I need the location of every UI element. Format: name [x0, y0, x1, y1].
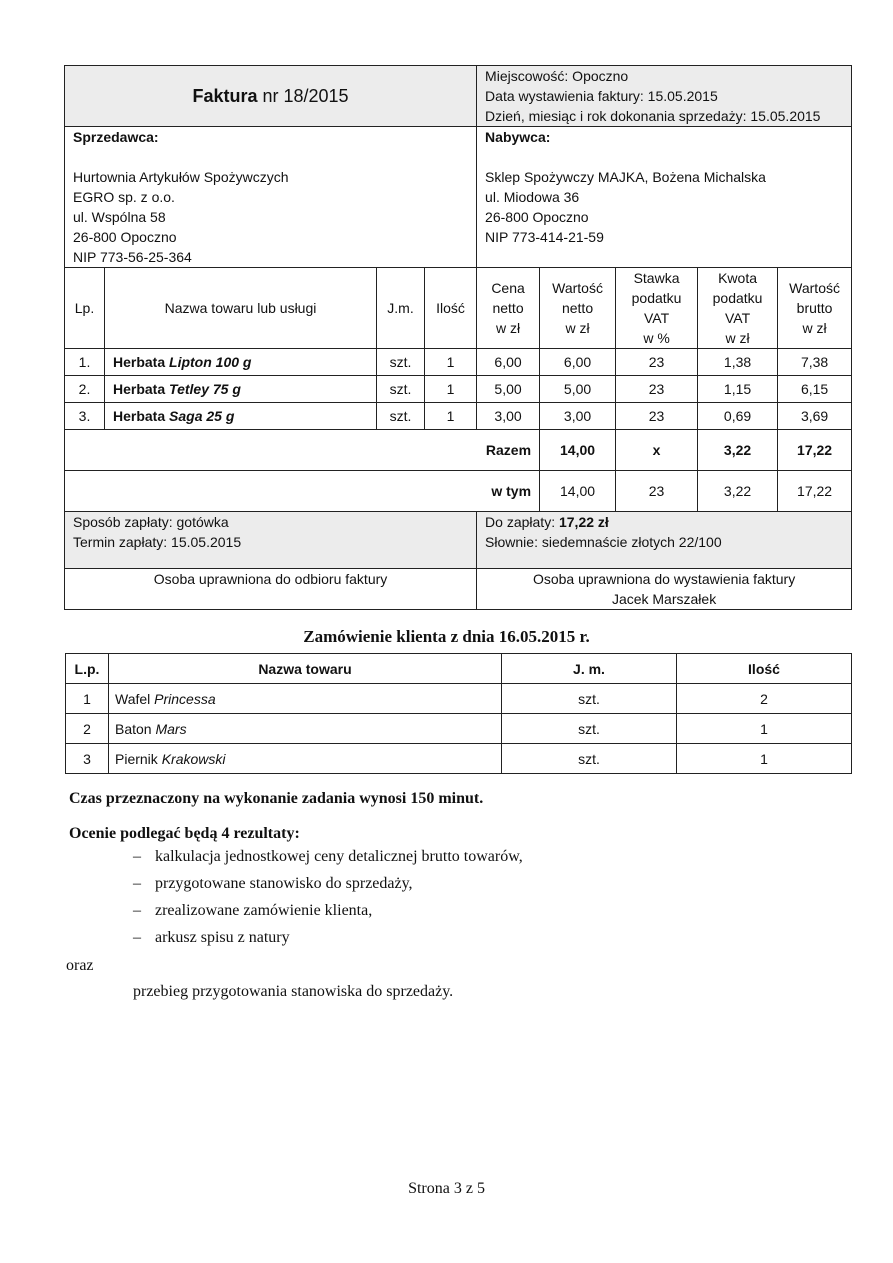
- result-text: przygotowane stanowisko do sprzedaży,: [155, 875, 413, 892]
- col-net-price-line: w zł: [495, 320, 521, 336]
- amount-due-block: [477, 512, 852, 569]
- payment-method: Sposób zapłaty: gotówka: [73, 514, 229, 530]
- col-vat-amount-line: VAT: [724, 310, 751, 326]
- result-item: [133, 875, 413, 893]
- invoice-title: [65, 66, 477, 127]
- item-vat-rate: 23: [616, 349, 698, 376]
- including-vat-rate: 23: [616, 471, 698, 512]
- col-net-price-line: netto: [492, 300, 524, 316]
- order-name: [109, 744, 502, 774]
- amount-due: [485, 512, 843, 532]
- item-gross-value: 6,15: [778, 376, 852, 403]
- and-word: oraz: [66, 957, 94, 974]
- invoice-item-row: [65, 376, 852, 403]
- page-number: Strona 3 z 5: [408, 1180, 485, 1197]
- amount-due-value: 17,22 zł: [558, 514, 609, 530]
- item-gross-value: 7,38: [778, 349, 852, 376]
- item-net-value: 3,00: [540, 403, 616, 430]
- receiver-label: Osoba uprawniona do odbioru faktury: [153, 571, 388, 587]
- result-item: [133, 848, 523, 866]
- amount-due-label: Do zapłaty:: [485, 514, 559, 530]
- seller-line: EGRO sp. z o.o.: [73, 189, 175, 205]
- col-vat-amount-line: podatku: [712, 290, 763, 306]
- col-gross-value-line: w zł: [802, 320, 827, 336]
- buyer-line: Sklep Spożywczy MAJKA, Bożena Michalska: [485, 169, 766, 185]
- order-col-lp: L.p.: [66, 654, 109, 684]
- order-unit: szt.: [502, 684, 677, 714]
- including-net-value: 14,00: [540, 471, 616, 512]
- col-vat-amount-line: Kwota: [718, 270, 757, 286]
- invoice-title-bold: Faktura: [192, 86, 258, 106]
- invoice-sale-date: Dzień, miesiąc i rok dokonania sprzedaży: 15.05.2015: [485, 108, 821, 124]
- invoice-issue-date: Data wystawienia faktury: 15.05.2015: [485, 88, 718, 104]
- order-col-unit: J. m.: [502, 654, 677, 684]
- including-gross-value: 17,22: [778, 471, 852, 512]
- item-unit: szt.: [377, 349, 425, 376]
- col-name: Nazwa towaru lub usługi: [105, 268, 377, 349]
- col-vat-rate-line: w %: [643, 330, 670, 346]
- seller-heading: Sprzedawca:: [73, 129, 159, 145]
- col-net-value-line: Wartość: [552, 280, 603, 296]
- item-net-price: 3,00: [477, 403, 540, 430]
- order-name-prefix: Wafel: [115, 690, 155, 707]
- item-gross-value: 3,69: [778, 403, 852, 430]
- order-name-prefix: Piernik: [115, 750, 162, 767]
- col-vat-rate: [616, 268, 698, 349]
- item-qty: 1: [425, 403, 477, 430]
- col-net-value: [540, 268, 616, 349]
- order-qty: 1: [677, 744, 852, 774]
- col-vat-amount: [698, 268, 778, 349]
- item-net-price: 5,00: [477, 376, 540, 403]
- order-name-brand: Princessa: [154, 690, 216, 707]
- item-vat-rate: 23: [616, 403, 698, 430]
- item-lp: 1.: [65, 349, 105, 376]
- seller-block: [65, 127, 477, 268]
- receiver-signature-block: [65, 569, 477, 610]
- col-vat-rate-line: Stawka: [633, 270, 680, 286]
- col-unit: J.m.: [377, 268, 425, 349]
- order-lp: 3: [66, 744, 109, 774]
- order-qty: 2: [677, 684, 852, 714]
- buyer-line: NIP 773-414-21-59: [485, 229, 604, 245]
- item-name-brand: Lipton 100 g: [169, 354, 252, 370]
- item-lp: 2.: [65, 376, 105, 403]
- dash-bullet: –: [133, 929, 141, 946]
- order-lp: 1: [66, 684, 109, 714]
- item-lp: 3.: [65, 403, 105, 430]
- item-net-price: 6,00: [477, 349, 540, 376]
- invoice-including-row: [65, 471, 852, 512]
- item-name-prefix: Herbata: [113, 408, 170, 424]
- item-qty: 1: [425, 349, 477, 376]
- item-vat-amount: 1,38: [698, 349, 778, 376]
- seller-line: 26-800 Opoczno: [73, 229, 177, 245]
- buyer-line: ul. Miodowa 36: [485, 189, 580, 205]
- issuer-label: Osoba uprawniona do wystawienia faktury: [532, 571, 796, 587]
- total-net-value: 14,00: [540, 430, 616, 471]
- order-name: [109, 714, 502, 744]
- item-unit: szt.: [377, 376, 425, 403]
- order-name-brand: Krakowski: [161, 750, 226, 767]
- result-text: arkusz spisu z natury: [155, 929, 290, 946]
- dash-bullet: –: [133, 902, 141, 919]
- order-col-name: Nazwa towaru: [109, 654, 502, 684]
- col-gross-value-line: Wartość: [789, 280, 840, 296]
- item-name-brand: Tetley 75 g: [169, 381, 241, 397]
- issuer-name: Jacek Marszałek: [611, 591, 717, 607]
- including-vat-amount: 3,22: [698, 471, 778, 512]
- order-name-prefix: Baton: [115, 720, 156, 737]
- issuer-signature-block: [477, 569, 852, 610]
- buyer-heading: Nabywca:: [485, 129, 551, 145]
- order-row: [66, 714, 852, 744]
- order-name: [109, 684, 502, 714]
- item-vat-amount: 1,15: [698, 376, 778, 403]
- item-vat-rate: 23: [616, 376, 698, 403]
- payment-due: Termin zapłaty: 15.05.2015: [73, 534, 242, 550]
- item-net-value: 5,00: [540, 376, 616, 403]
- order-lp: 2: [66, 714, 109, 744]
- item-name: [105, 376, 377, 403]
- dash-bullet: –: [133, 848, 141, 865]
- order-unit: szt.: [502, 714, 677, 744]
- invoice-dates: [477, 66, 852, 127]
- invoice-item-row: [65, 349, 852, 376]
- including-label: w tym: [65, 471, 540, 512]
- order-unit: szt.: [502, 744, 677, 774]
- item-name: [105, 403, 377, 430]
- buyer-line: 26-800 Opoczno: [485, 209, 589, 225]
- result-item: [133, 929, 290, 947]
- time-note: Czas przeznaczony na wykonanie zadania wynosi 150 minut.: [69, 790, 484, 807]
- order-name-brand: Mars: [155, 720, 187, 737]
- total-label: Razem: [65, 430, 540, 471]
- order-title: Zamówienie klienta z dnia 16.05.2015 r.: [303, 627, 590, 646]
- results-heading: Ocenie podlegać będą 4 rezultaty:: [69, 825, 300, 842]
- order-row: [66, 684, 852, 714]
- item-name-prefix: Herbata: [113, 354, 170, 370]
- item-net-value: 6,00: [540, 349, 616, 376]
- invoice-table: [64, 65, 852, 610]
- col-qty: Ilość: [425, 268, 477, 349]
- col-net-price: [477, 268, 540, 349]
- total-gross-value: 17,22: [778, 430, 852, 471]
- order-table: [65, 653, 852, 774]
- extra-result: przebieg przygotowania stanowiska do sprzedaży.: [133, 983, 454, 1000]
- invoice-item-row: [65, 403, 852, 430]
- invoice-total-row: [65, 430, 852, 471]
- col-vat-rate-line: VAT: [643, 310, 670, 326]
- item-name-brand: Saga 25 g: [169, 408, 235, 424]
- total-vat-amount: 3,22: [698, 430, 778, 471]
- item-qty: 1: [425, 376, 477, 403]
- buyer-block: [477, 127, 852, 268]
- invoice-number: nr 18/2015: [257, 86, 349, 106]
- total-vat-rate: x: [616, 430, 698, 471]
- seller-line: ul. Wspólna 58: [73, 209, 166, 225]
- result-text: kalkulacja jednostkowej ceny detalicznej brutto towarów,: [155, 848, 523, 865]
- order-row: [66, 744, 852, 774]
- order-qty: 1: [677, 714, 852, 744]
- result-item: [133, 902, 372, 920]
- seller-line: NIP 773-56-25-364: [73, 249, 192, 265]
- amount-in-words: Słownie: siedemnaście złotych 22/100: [485, 534, 722, 550]
- seller-line: Hurtownia Artykułów Spożywczych: [73, 169, 289, 185]
- col-net-price-line: Cena: [491, 280, 525, 296]
- item-name-prefix: Herbata: [113, 381, 170, 397]
- payment-block: [65, 512, 477, 569]
- dash-bullet: –: [133, 875, 141, 892]
- col-gross-value: [778, 268, 852, 349]
- item-name: [105, 349, 377, 376]
- invoice-place: Miejscowość: Opoczno: [485, 68, 629, 84]
- col-lp: Lp.: [65, 268, 105, 349]
- item-vat-amount: 0,69: [698, 403, 778, 430]
- col-vat-rate-line: podatku: [631, 290, 682, 306]
- col-vat-amount-line: w zł: [725, 330, 750, 346]
- col-net-value-line: w zł: [565, 320, 590, 336]
- order-col-qty: Ilość: [677, 654, 852, 684]
- col-gross-value-line: brutto: [796, 300, 833, 316]
- item-unit: szt.: [377, 403, 425, 430]
- result-text: zrealizowane zamówienie klienta,: [155, 902, 373, 919]
- col-net-value-line: netto: [561, 300, 594, 316]
